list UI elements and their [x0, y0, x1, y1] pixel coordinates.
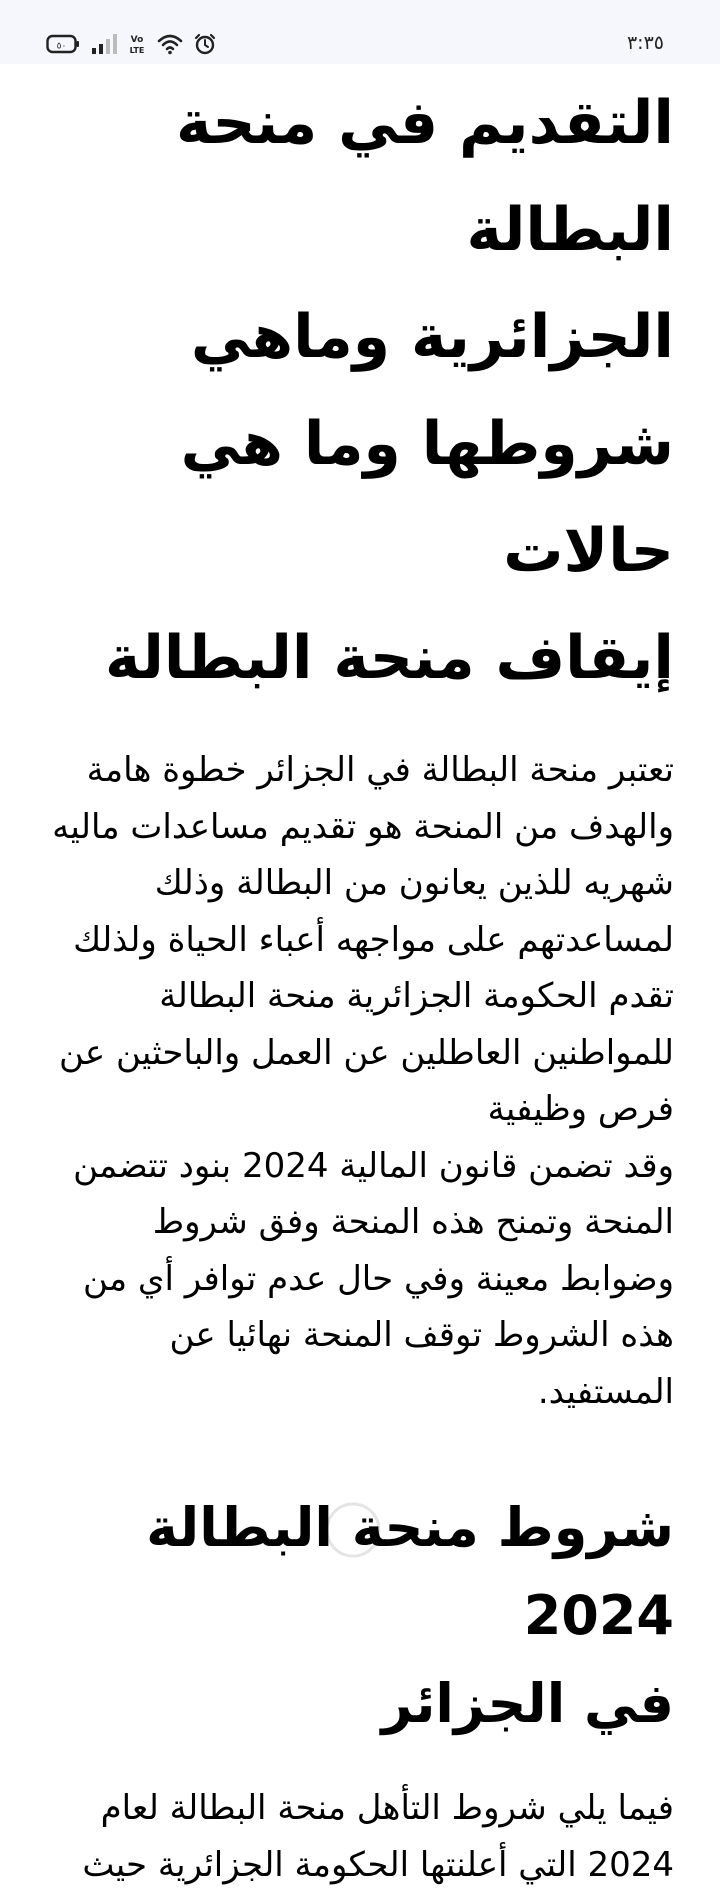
- article-body: [44, 70, 674, 1893]
- section-paragraph: [44, 1780, 674, 1893]
- article-title: [44, 70, 674, 712]
- title-line: الجزائرية وماهي: [44, 284, 674, 391]
- heading-line: في الجزائر: [44, 1660, 674, 1748]
- paragraph-line: وقد تضمن قانون المالية 2024 بنود تتضمن: [44, 1138, 674, 1195]
- wifi-icon: [157, 33, 183, 55]
- svg-text:LTE: LTE: [130, 46, 145, 55]
- alarm-icon: [194, 33, 216, 55]
- paragraph-line: هذه الشروط توقف المنحة نهائيا عن: [44, 1307, 674, 1364]
- paragraph-line: لمساعدتهم على مواجهه أعباء الحياة ولذلك: [44, 912, 674, 969]
- status-bar: [0, 0, 720, 64]
- title-line: شروطها وما هي حالات: [44, 391, 674, 605]
- watermark-logo: [298, 1500, 408, 1560]
- volte-icon: [128, 33, 146, 55]
- svg-text:Vo: Vo: [131, 35, 144, 45]
- clock-time: ٣:٣٥: [627, 32, 664, 54]
- paragraph-line: وضوابط معينة وفي حال عدم توافر أي من: [44, 1251, 674, 1308]
- signal-icon: [91, 33, 117, 55]
- heading-line: شروط منحة البطالة 2024: [44, 1484, 674, 1660]
- status-icons: [46, 30, 216, 58]
- title-line: إيقاف منحة البطالة: [44, 605, 674, 712]
- intro-paragraph: [44, 742, 674, 1420]
- paragraph-line: والهدف من المنحة هو تقديم مساعدات ماليه: [44, 799, 674, 856]
- paragraph-line: 2024 التي أعلنتها الحكومة الجزائرية حيث: [44, 1837, 674, 1893]
- paragraph-line: فرص وظيفية: [44, 1081, 674, 1138]
- paragraph-line: المستفيد.: [44, 1364, 674, 1421]
- paragraph-line: تقدم الحكومة الجزائرية منحة البطالة: [44, 968, 674, 1025]
- battery-level: ٥٠: [57, 42, 67, 52]
- battery-icon: [46, 34, 80, 54]
- paragraph-line: شهريه للذين يعانون من البطالة وذلك: [44, 855, 674, 912]
- title-line: التقديم في منحة البطالة: [44, 70, 674, 284]
- paragraph-line: المنحة وتمنح هذه المنحة وفق شروط: [44, 1194, 674, 1251]
- paragraph-line: للمواطنين العاطلين عن العمل والباحثين عن: [44, 1025, 674, 1082]
- paragraph-line: فيما يلي شروط التأهل منحة البطالة لعام: [44, 1780, 674, 1837]
- paragraph-line: تعتبر منحة البطالة في الجزائر خطوة هامة: [44, 742, 674, 799]
